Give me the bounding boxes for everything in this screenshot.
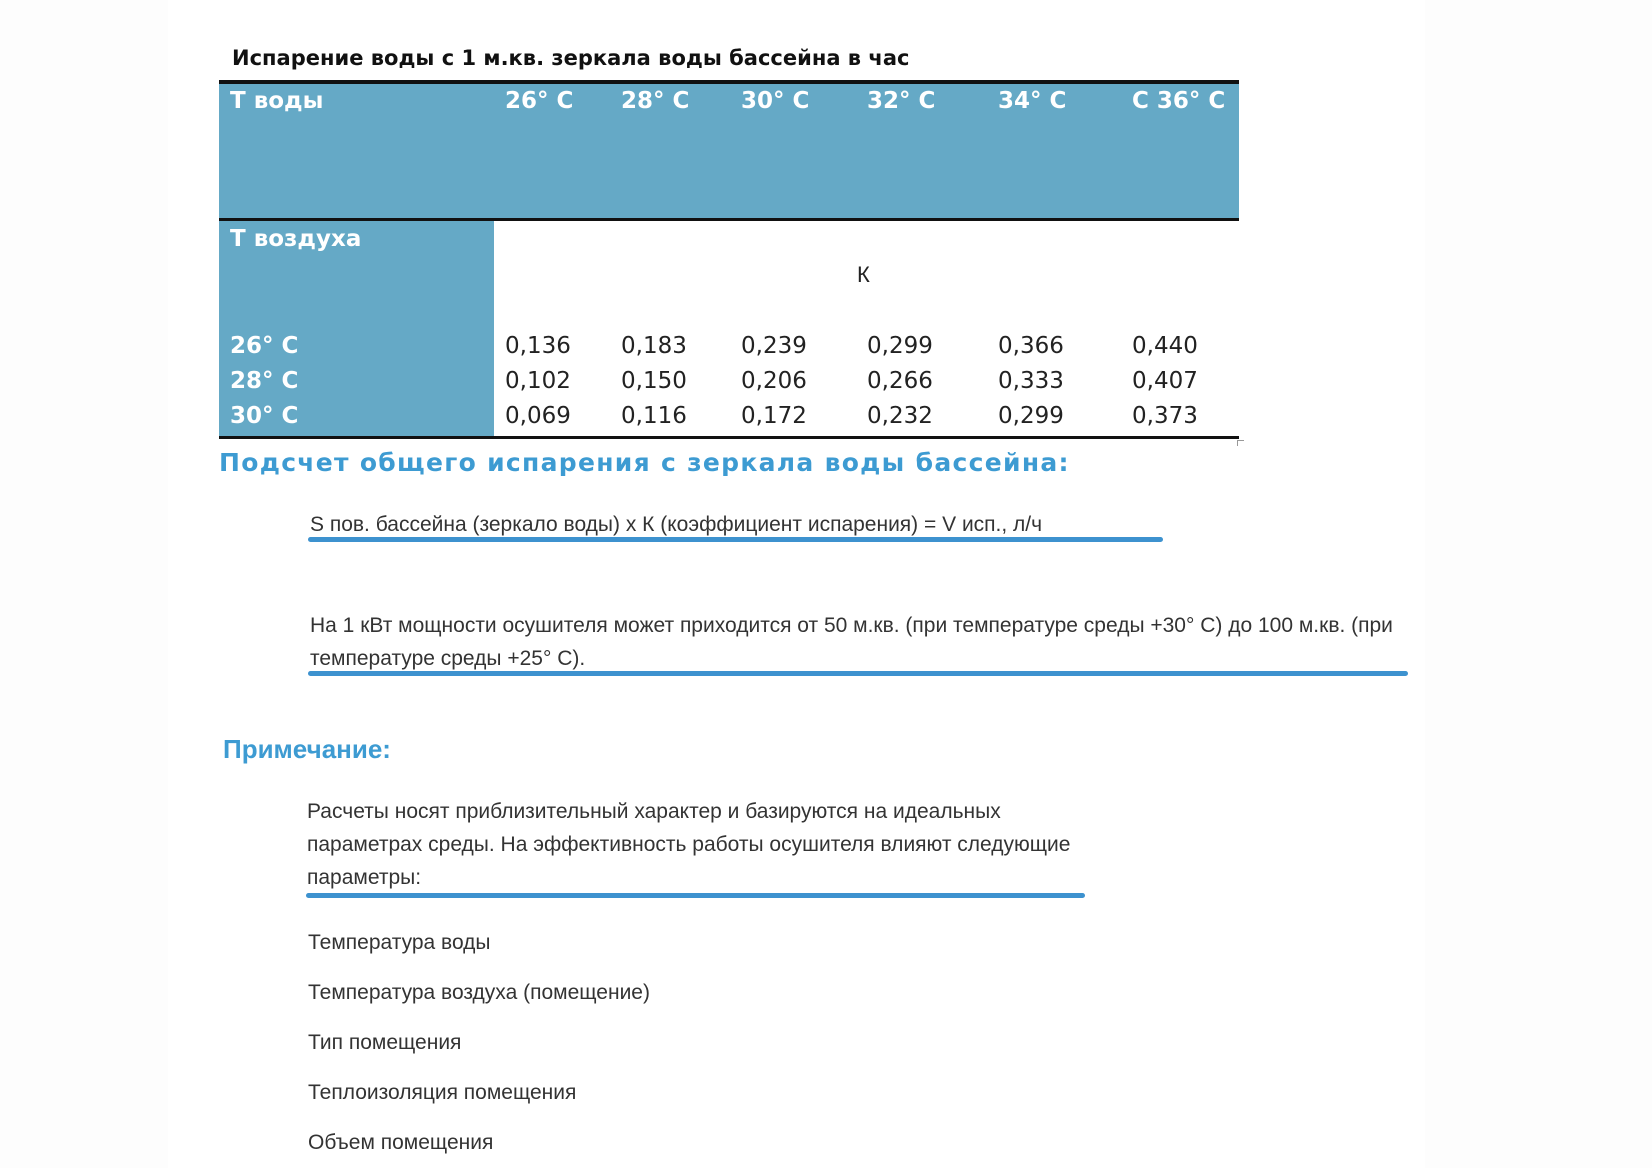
- column-header: 32° С: [867, 88, 936, 114]
- coefficient-label: К: [857, 262, 870, 287]
- right-margin: [1425, 0, 1652, 1168]
- dryer-capacity-text: На 1 кВт мощности осушителя может приходится от 50 м.кв. (при температуре среды +30° С) до 100 м.кв. (при температуре среды +25° С).: [310, 614, 1393, 670]
- note-heading: Примечание:: [223, 734, 391, 764]
- table-cell: 0,172: [741, 403, 807, 429]
- column-header: 30° С: [741, 88, 810, 114]
- table-cell: 0,150: [621, 368, 687, 394]
- table-cell: 0,373: [1132, 403, 1198, 429]
- table-cell: 0,239: [741, 333, 807, 359]
- table-cell: 0,299: [867, 333, 933, 359]
- table-cell: 0,183: [621, 333, 687, 359]
- calc-heading: Подсчет общего испарения с зеркала воды бассейна:: [219, 448, 1070, 477]
- dryer-capacity-underline: [308, 671, 1408, 676]
- note-text: Расчеты носят приблизительный характер и базируются на идеальных параметрах среды. На эффективность работы осушителя влияют следующие параметры:: [307, 800, 1071, 889]
- param-item: Температура воздуха (помещение): [308, 981, 650, 1004]
- table-title: Испарение воды с 1 м.кв. зеркала воды бассейна в час: [232, 46, 910, 70]
- column-header: 34° С: [998, 88, 1067, 114]
- note-underline: [306, 893, 1085, 898]
- table-cell: 0,333: [998, 368, 1064, 394]
- air-temp-header: Т воздуха: [230, 226, 362, 252]
- row-label: 30° С: [230, 403, 299, 429]
- column-header: С 36° С: [1132, 88, 1226, 114]
- param-item: Температура воды: [308, 931, 491, 954]
- column-header: 28° С: [621, 88, 690, 114]
- formula-underline: [308, 537, 1163, 542]
- table-cell: 0,206: [741, 368, 807, 394]
- table-header-band: [219, 84, 1239, 219]
- row-label: 26° С: [230, 333, 299, 359]
- param-item: Объем помещения: [308, 1131, 494, 1154]
- param-item: Тип помещения: [308, 1031, 462, 1054]
- table-bottom-rule: [219, 436, 1239, 439]
- param-item: Теплоизоляция помещения: [308, 1081, 577, 1104]
- water-temp-header: Т воды: [230, 88, 324, 114]
- table-cell: 0,366: [998, 333, 1064, 359]
- table-cell: 0,102: [505, 368, 571, 394]
- table-resize-mark: [1237, 440, 1244, 446]
- formula-text: S пов. бассейна (зеркало воды) х К (коэффициент испарения) = V исп., л/ч: [310, 513, 1043, 536]
- column-header: 26° С: [505, 88, 574, 114]
- table-cell: 0,232: [867, 403, 933, 429]
- table-cell: 0,069: [505, 403, 571, 429]
- table-cell: 0,407: [1132, 368, 1198, 394]
- table-cell: 0,136: [505, 333, 571, 359]
- left-margin: [0, 0, 168, 1168]
- table-cell: 0,440: [1132, 333, 1198, 359]
- table-cell: 0,299: [998, 403, 1064, 429]
- table-cell: 0,116: [621, 403, 687, 429]
- row-label: 28° С: [230, 368, 299, 394]
- table-cell: 0,266: [867, 368, 933, 394]
